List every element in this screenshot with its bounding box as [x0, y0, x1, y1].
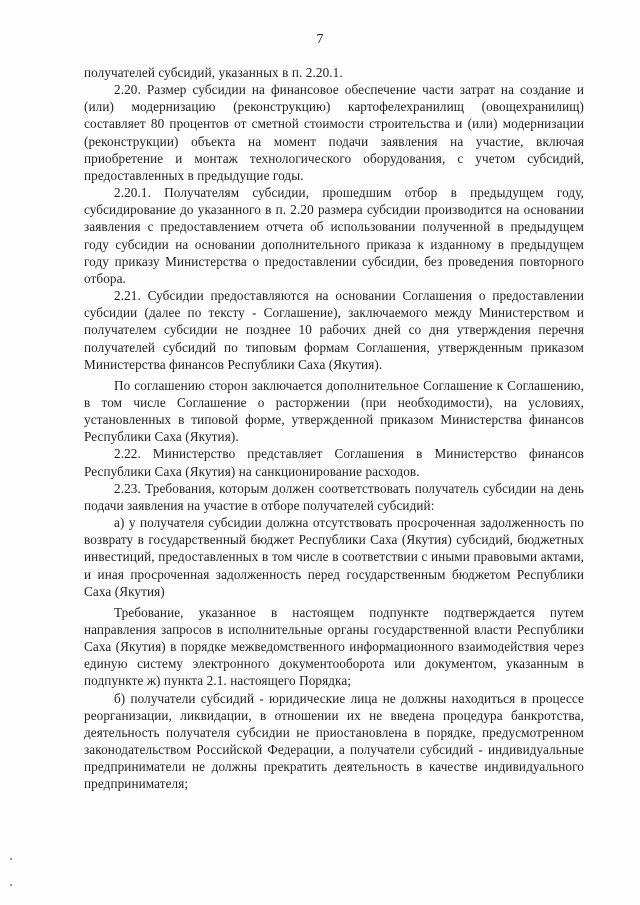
paragraph-2-22: 2.22. Министерство представляет Соглашения в Министерство финансов Республики Саха (Якутия) на санкционирование расходов.	[84, 446, 584, 479]
paragraph-2-23-a: а) у получателя субсидии должна отсутствовать просроченная задолженность по возврату в государственный бюджет Республики Саха (Якутия) субсидий, бюджетных инвестиций, предоставленных в том числе в соответствии с иными правовыми актами, и иная просроченная задолженность перед государственным бюджетом Республики Саха (Якутия)	[84, 515, 584, 599]
document-body	[84, 64, 584, 793]
page-number: 7	[316, 32, 324, 47]
scan-mark	[10, 858, 12, 860]
paragraph-2-21: 2.21. Субсидии предоставляются на основании Соглашения о предоставлении субсидии (далее по тексту - Соглашение), заключаемого между Министерством и получателем субсидии не позднее 10 рабочих дней со дня утверждения перечня получателей субсидий по типовым формам Соглашения, утвержденным приказом Министерства финансов Республики Саха (Якутия).	[84, 288, 584, 372]
paragraph-2-23: 2.23. Требования, которым должен соответствовать получатель субсидии на день подачи заявления на участие в отборе получателей субсидий:	[84, 480, 584, 513]
paragraph-requirement-confirmation: Требование, указанное в настоящем подпункте подтверждается путем направления запросов в исполнительные органы государственной власти Республики Саха (Якутия) в порядке межведомственного информационного взаимодействия через единую систему электронного документооборота или документом, указанным в подпункте ж) пункта 2.1. настоящего Порядка;	[84, 604, 584, 689]
paragraph-2-23-b: б) получатели субсидий - юридические лица не должны находиться в процессе реорганизации, ликвидации, в отношении их не введена процедура банкротства, деятельность получателя субсидии не приостановлена в порядке, предусмотренном законодательством Российской Федерации, а получатели субсидий - индивидуальные предприниматели не должны прекратить деятельность в качестве индивидуального предпринимателя;	[84, 690, 584, 792]
paragraph-2-20-1: 2.20.1. Получателям субсидии, прошедшим отбор в предыдущем году, субсидирование до указанного в п. 2.20 размера субсидии производится на основании заявления с предоставлением отчета об использовании полученной в предыдущем году субсидии на основании дополнительного приказа к изданному в предыдущем году приказу Министерства о предоставлении субсидии, без проведения повторного отбора.	[84, 185, 584, 286]
paragraph-2-20: 2.20. Размер субсидии на финансовое обеспечение части затрат на создание и (или) модернизацию (реконструкцию) картофелехранилищ (овощехранилищ) составляет 80 процентов от сметной стоимости строительства и (или) модернизации (реконструкции) объекта на момент подачи заявления на участие, включая приобретение и монтаж технологического оборудования, с учетом субсидий, предоставленных в предыдущие годы.	[84, 82, 584, 183]
scan-mark	[10, 884, 12, 886]
paragraph-additional-agreement: По соглашению сторон заключается дополнительное Соглашение к Соглашению, в том числе Соглашение о расторжении (при необходимости), на условиях, установленных в типовой форме, утвержденной приказом Министерства финансов Республики Саха (Якутия).	[84, 377, 584, 445]
paragraph-continuation: получателей субсидий, указанных в п. 2.20.1.	[84, 65, 343, 80]
